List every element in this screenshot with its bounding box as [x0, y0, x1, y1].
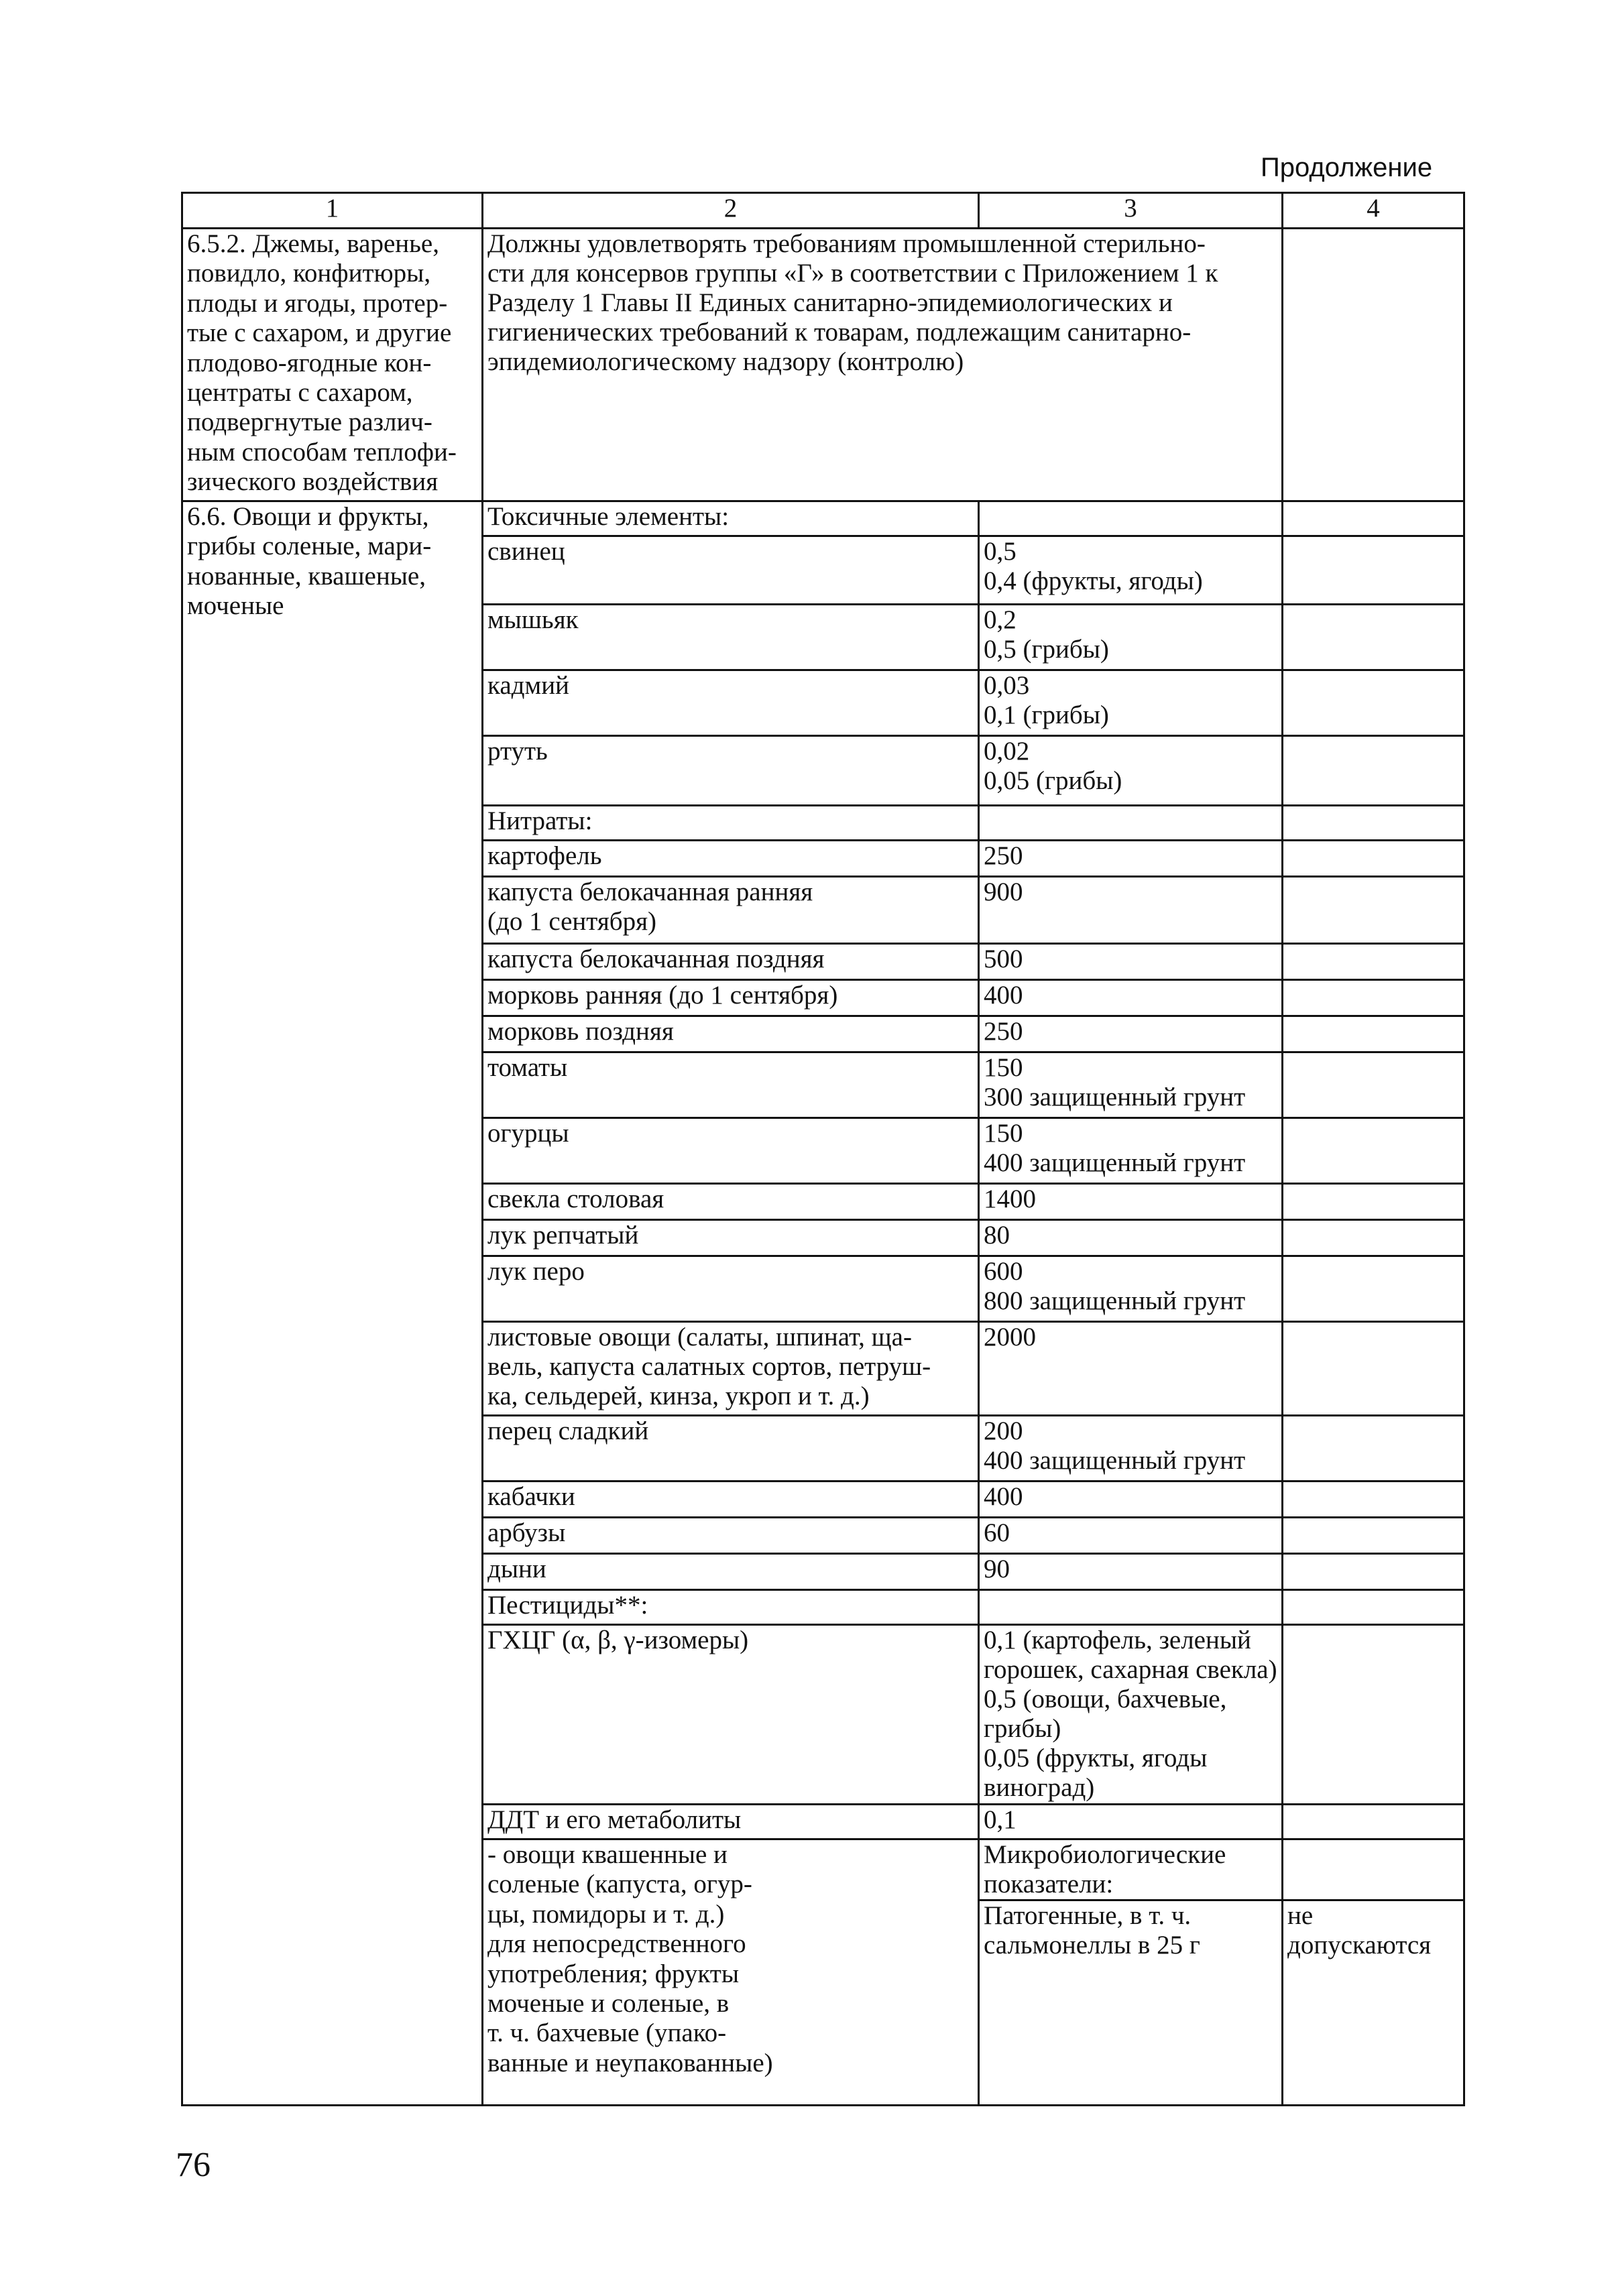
toxic-element-name: мышьяк	[483, 605, 979, 670]
empty-cell	[1283, 1805, 1464, 1839]
empty-cell	[1283, 1184, 1464, 1220]
empty-cell	[1283, 1118, 1464, 1184]
empty-cell	[1283, 736, 1464, 806]
column-header-3: 3	[979, 193, 1283, 229]
group-header-nitrates: Нитраты:	[483, 806, 979, 841]
nitrate-name: огурцы	[483, 1118, 979, 1184]
product-cell-pickled: - овощи квашенные и соленые (капуста, огур- цы, помидоры и т. д.) для непосредственного употребления; фрукты моченые и соленые, в т. ч. бахчевые (упако- ванные и неупакованные)	[483, 1839, 979, 2106]
empty-cell	[1283, 944, 1464, 980]
nitrate-name: томаты	[483, 1052, 979, 1118]
nitrate-name: листовые овощи (салаты, шпинат, ща- вель, капуста салатных сортов, петруш- ка, сельдерей, кинза, укроп и т. д.)	[483, 1322, 979, 1416]
nitrate-name: капуста белокачанная ранняя (до 1 сентября)	[483, 877, 979, 944]
group-header-toxic: Токсичные элементы:	[483, 501, 979, 536]
nitrate-value: 250	[979, 1016, 1283, 1052]
empty-cell	[1283, 670, 1464, 736]
nitrate-value: 250	[979, 841, 1283, 877]
toxic-element-name: ртуть	[483, 736, 979, 806]
nitrate-value: 60	[979, 1518, 1283, 1554]
empty-cell	[1283, 1220, 1464, 1256]
nitrate-value: 150 300 защищенный грунт	[979, 1052, 1283, 1118]
product-cell-6-6: 6.6. Овощи и фрукты, грибы соленые, мари- нованные, квашеные, моченые	[182, 501, 483, 2106]
empty-cell	[1283, 1016, 1464, 1052]
pesticide-value: 0,1	[979, 1805, 1283, 1839]
group-header-micro: Микробиологические показатели:	[979, 1839, 1283, 1900]
nitrate-name: лук репчатый	[483, 1220, 979, 1256]
nitrate-value: 90	[979, 1554, 1283, 1590]
toxic-element-name: свинец	[483, 536, 979, 605]
nitrate-name: свекла столовая	[483, 1184, 979, 1220]
pathogen-name: Патогенные, в т. ч. сальмонеллы в 25 г	[979, 1900, 1283, 2106]
toxic-element-name: кадмий	[483, 670, 979, 736]
toxic-element-value: 0,03 0,1 (грибы)	[979, 670, 1283, 736]
nitrate-name: лук перо	[483, 1256, 979, 1322]
empty-cell	[1283, 1518, 1464, 1554]
continuation-label: Продолжение	[1261, 153, 1433, 182]
empty-cell	[1283, 980, 1464, 1016]
pesticide-name: ГХЦГ (α, β, γ-изомеры)	[483, 1625, 979, 1805]
empty-cell	[1283, 841, 1464, 877]
empty-cell	[1283, 536, 1464, 605]
toxic-element-value: 0,02 0,05 (грибы)	[979, 736, 1283, 806]
product-cell-6-5-2: 6.5.2. Джемы, варенье, повидло, конфитюры, плоды и ягоды, протер- тые с сахаром, и другие плодово-ягодные кон- центраты с сахаром, подвергнутые различ- ным способам теплофи- зического воздействия	[182, 229, 483, 501]
group-header-pesticides: Пестициды**:	[483, 1590, 979, 1625]
nitrate-name: дыни	[483, 1554, 979, 1590]
nitrate-value: 80	[979, 1220, 1283, 1256]
column-header-4: 4	[1283, 193, 1464, 229]
nitrate-value: 1400	[979, 1184, 1283, 1220]
nitrate-value: 500	[979, 944, 1283, 980]
empty-cell	[1283, 1554, 1464, 1590]
nitrate-value: 400	[979, 980, 1283, 1016]
requirement-cell-6-5-2: Должны удовлетворять требованиям промышленной стерильно- сти для консервов группы «Г» в соответствии с Приложением 1 к Разделу 1 Главы II Единых санитарно-эпидемиологических и гигиенических требований к товарам, подлежащим санитарно- эпидемиологическому надзору (контролю)	[483, 229, 1283, 501]
toxic-element-value: 0,2 0,5 (грибы)	[979, 605, 1283, 670]
empty-cell	[1283, 1839, 1464, 1900]
nitrate-name: перец сладкий	[483, 1416, 979, 1482]
empty-cell	[1283, 877, 1464, 944]
empty-cell	[1283, 605, 1464, 670]
header-row	[182, 193, 1464, 229]
pesticide-value: 0,1 (картофель, зеленый горошек, сахарная свекла) 0,5 (овощи, бахчевые, грибы) 0,05 (фрукты, ягоды виноград)	[979, 1625, 1283, 1805]
empty-cell	[1283, 1322, 1464, 1416]
empty-cell	[1283, 501, 1464, 536]
nitrate-value: 900	[979, 877, 1283, 944]
empty-cell	[1283, 806, 1464, 841]
empty-cell	[1283, 1625, 1464, 1805]
empty-cell	[979, 501, 1283, 536]
empty-cell	[1283, 1256, 1464, 1322]
nitrate-value: 400	[979, 1482, 1283, 1518]
column-header-2: 2	[483, 193, 979, 229]
nitrate-name: капуста белокачанная поздняя	[483, 944, 979, 980]
table-body	[182, 193, 1464, 2106]
nitrate-value: 200 400 защищенный грунт	[979, 1416, 1283, 1482]
nitrate-value: 150 400 защищенный грунт	[979, 1118, 1283, 1184]
norms-table	[181, 192, 1465, 2106]
nitrate-name: арбузы	[483, 1518, 979, 1554]
empty-cell	[979, 806, 1283, 841]
empty-cell	[1283, 1590, 1464, 1625]
pesticide-name: ДДТ и его метаболиты	[483, 1805, 979, 1839]
empty-cell	[1283, 1482, 1464, 1518]
nitrate-value: 600 800 защищенный грунт	[979, 1256, 1283, 1322]
pathogen-value: не допускаются	[1283, 1900, 1464, 2106]
nitrate-name: морковь ранняя (до 1 сентября)	[483, 980, 979, 1016]
empty-cell	[1283, 1052, 1464, 1118]
toxic-header-row	[182, 501, 1464, 536]
page-number: 76	[176, 2146, 211, 2184]
nitrate-name: картофель	[483, 841, 979, 877]
empty-cell	[979, 1590, 1283, 1625]
column-header-1: 1	[182, 193, 483, 229]
row-6-5-2	[182, 229, 1464, 501]
empty-cell	[1283, 229, 1464, 501]
nitrate-name: кабачки	[483, 1482, 979, 1518]
empty-cell	[1283, 1416, 1464, 1482]
nitrate-name: морковь поздняя	[483, 1016, 979, 1052]
nitrate-value: 2000	[979, 1322, 1283, 1416]
toxic-element-value: 0,5 0,4 (фрукты, ягоды)	[979, 536, 1283, 605]
